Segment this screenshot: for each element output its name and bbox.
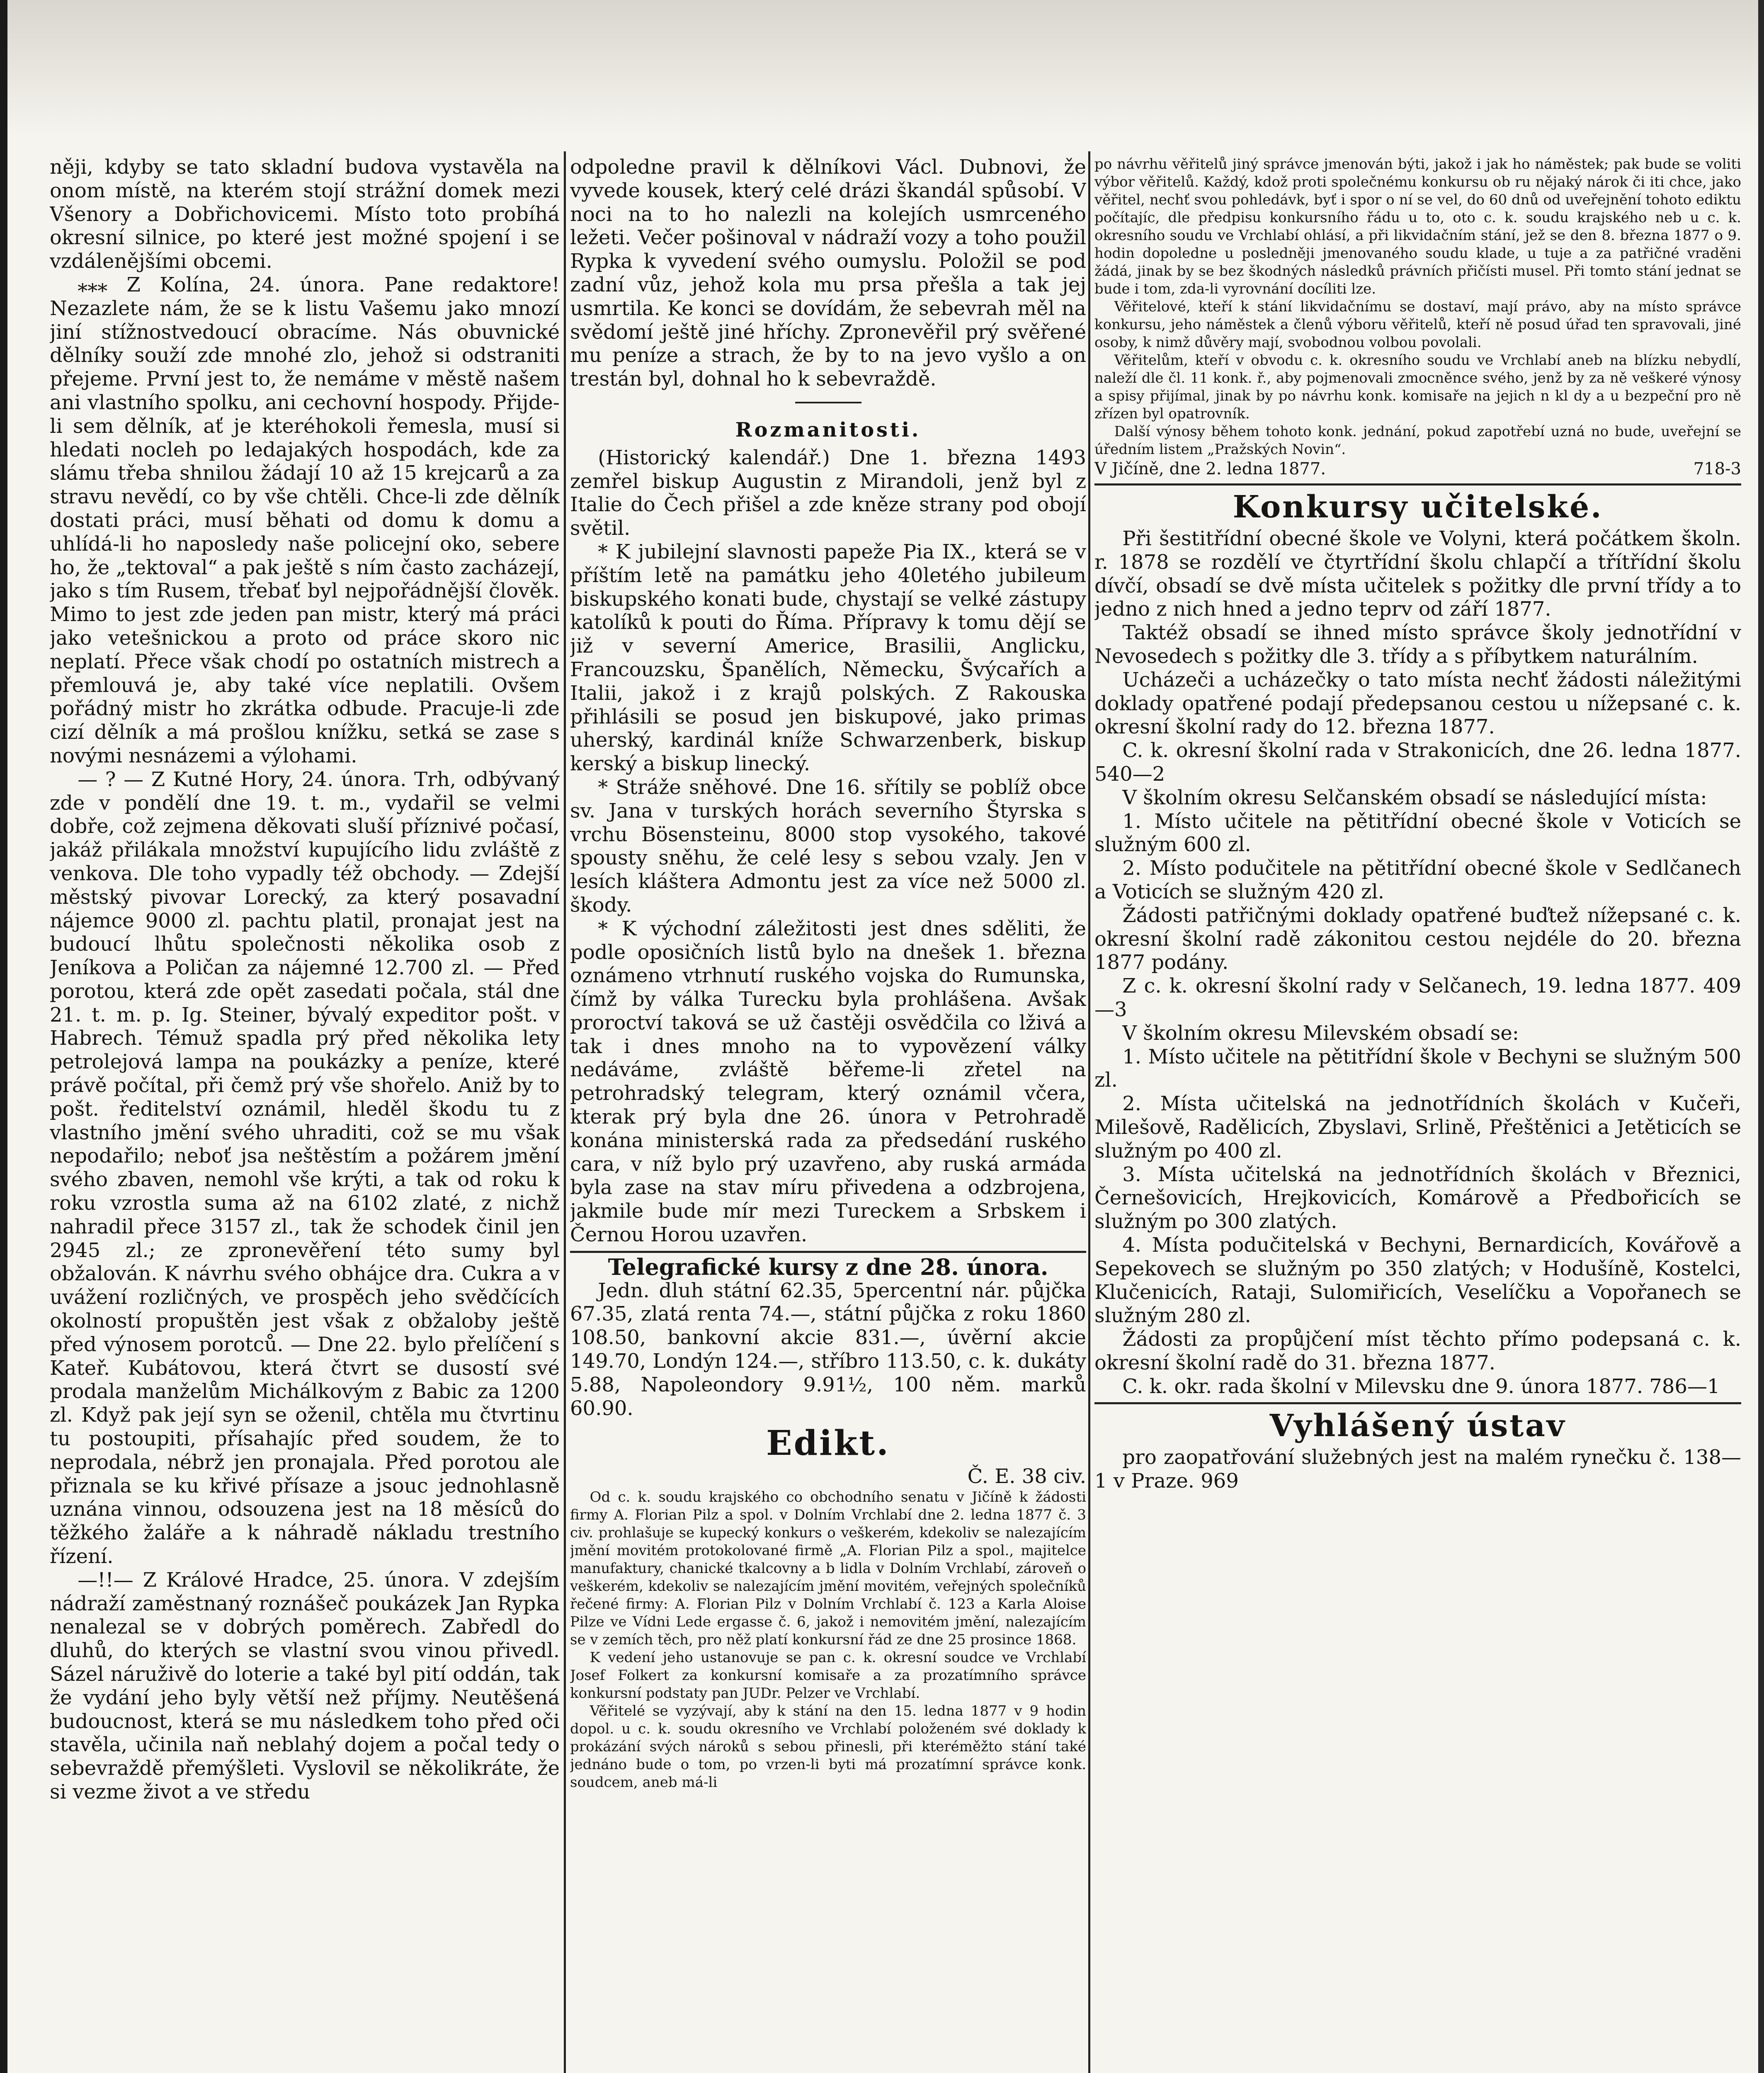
column-1 [50,155,560,2073]
edikt-signature-row [1094,459,1741,479]
item-vychodni-zalezitost: * K východní záležitosti jest dnes sděliti, že podle oposičních listů bylo na dnešek 1. března oznámeno vtrhnutí ruského vojska do Rumunska, čímž by válka Turecku byla prohlášena. Avšak proroctví taková se už častěji osvědčila co lživá a tak i dnes mnoho na to vypovězení války nedáváme, zvláště běřeme-li zřetel na petrohradský telegram, který oznámil včera, kterak prý byla dne 26. února v Petrohradě konána ministerská rada za předsedání ruského cara, v níž bylo prý uzavřeno, aby ruská armáda byla zase na stav míru přivedena a odzbrojena, jakmile bude mír mezi Tureckem a Srbskem i Černou Horou uzavřen. [570,917,1086,1247]
edikt-continuation: Věřitelové, kteří k stání likvidačnímu se dostaví, mají právo, aby na místo správce konkursu, jeho náměstek a členů výboru věřitelů, kteří ně posud úřad ten spravovali, jiné osoby, k nimž důvěry mají, svobodnou volbou povolali. [1094,299,1741,351]
scan-shade [0,0,1764,137]
scan-left-edge [0,0,7,2073]
konkursy-paragraph: Žádosti patřičnými doklady opatřené buďtež nížepsané c. k. okresní školní radě zákonitou cestou nejdéle do 20. března 1877 podány. [1094,903,1741,974]
konkursy-paragraph: V školním okresu Selčanském obsadí se následující místa: [1122,786,1707,809]
divider [1094,1402,1741,1404]
column-rule-2 [1088,151,1090,2073]
edikt-number: 718-3 [1693,459,1741,478]
column-rule-1 [564,151,566,2073]
konkursy-paragraph: 2. Místo podučitele na pětitřídní obecné škole v Sedlčanech a Voticích se služným 420 zl. [1094,857,1741,903]
article-kolin: ⁎⁎⁎ Z Kolína, 24. února. Pane redaktore! Nezazlete nám, že se k listu Vašemu jako mnozí jiní stížnostvedoucí obracíme. Nás obuvnické dělníky souží zde mnohé zlo, jehož si odstraniti přejeme. První jest to, že nemáme v městě našem ani vlastního spolku, ani cechovní hospody. Přijde-li sem dělník, ať je kteréhokoli řemesla, musí si hledati nocleh po ledajakých hospodách, kde za slámu třeba shnilou žádají 10 až 15 krejcarů a za stravu nevědí, co by vše chtěli. Chce-li zde dělník dostati práci, musí běhati od domu k domu a uhlídá-li ho naposledy naše policejní oko, sebere ho, že „tektoval“ a pak ještě s ním často zacházejí, jako s tím Rusem, třebať byl nejpořádnější člověk. Mimo to jest zde jeden pan mistr, který má práci jako vetešnickou a proto od práce skoro nic neplatí. Přece však chodí po ostatních mistrech a přemlouvá je, aby také více neplatili. Ovšem pořádný mistr ho zkrátka odbude. Pracuje-li zde cizí dělník a má prošlou knížku, setká se zase s novými nesnázemi a výlohami. [50,273,560,767]
column-2 [570,155,1086,2073]
edikt-continuation: Věřitelům, kteří v obvodu c. k. okresního soudu ve Vrchlabí aneb na blízku nebydlí, naleží dle čl. 11 konk. ř., aby pojmenovali zmocněnce svého, jenž by za ně veškeré výnosy a spisy přijímal, jinak by po návrhu konk. komisaře na jejich n kl dy a u bezpeční pro ně zřízen byl opatrovník. [1094,352,1741,422]
article-continuation: odpoledne pravil k dělníkovi Václ. Dubnovi, že vyvede kousek, který celé drázi škandál spůsobí. V noci na to ho nalezli na kolejích usmrceného ležeti. Večer pošinoval v nádraží vozy a toho použil Rypka k vyvedení svého oumyslu. Položil se pod zadní vůz, jehož kola mu prsa přešla a tak jej usmrtila. Ke konci se dovídám, že sebevrah měl na svědomí ještě jiné hříchy. Zpronevěřil prý svěřené mu peníze a strach, že by to na jevo vyšlo a on trestán byl, dohnal ho k sebevraždě. [570,155,1086,391]
edikt-continuation: Další výnosy během tohoto konk. jednání, pokud zapotřebí uzná no bude, uveřejní se úředním listem „Pražských Novin“. [1094,423,1741,458]
divider [1094,483,1741,485]
edikt-paragraph: K vedení jeho ustanovuje se pan c. k. okresní soudce ve Vrchlabí Josef Folkert za konkursní komisaře a za prozatímního správce konkursní podstaty pan JUDr. Pelzer ve Vrchlabí. [570,1649,1086,1702]
edikt-paragraph: Věřitelé se vyzývají, aby k stání na den 15. ledna 1877 v 9 hodin dopol. u c. k. soudu okresního ve Vrchlabí položeném své doklady k prokázání svých nároků s sebou přinesli, při kteréměžto stání také jednáno bude o tom, po vrzen-li byti má prozatímní správce konk. soudcem, aneb má-li [570,1703,1086,1791]
konkursy-paragraph: 1. Místo učitele na pětitřídní obecné škole v Voticích se služným 600 zl. [1094,809,1741,857]
konkursy-paragraph: Ucházeči a ucházečky o tato místa nechť žádosti náležitými doklady opatřené podají předepsanou cestou u nížepsané c. k. okresní školní rady do 12. března 1877. [1094,668,1741,739]
konkursy-paragraph: 4. Místa podučitelská v Bechyni, Bernardicích, Kovářově a Sepekovech se služným po 350 zlatých; v Hodušíně, Kostelci, Klučenicích, Rataji, Sulomiřicích, Veselíčku a Vopořanech se služným 280 zl. [1094,1233,1741,1328]
article-kralove-hradec: —!!— Z Králové Hradce, 25. února. V zdejším nádraží zaměstnaný roznášeč poukázek Jan Rypka nenalezal se v dobrých poměrech. Zabředl do dluhů, do kterých se vlastní svou vinou přivedl. Sázel náruživě do loterie a také byl pití oddán, tak že vydání jeho byly větší než příjmy. Neutěšená budoucnost, která se mu následkem toho před oči stavěla, učinila naň neblahý dojem a počal tedy o sebevraždě přemýšleti. Vyslovil se několikráte, že si vezme život a ve středu [50,1568,560,1804]
konkursy-paragraph: Žádosti za propůjčení míst těchto přímo podepsaná c. k. okresní školní radě do 31. března 1877. [1094,1328,1741,1374]
konkursy-paragraph: 3. Místa učitelská na jednotřídních školách v Březnici, Černešovicích, Hrejkovicích, Komárově a Předbořicích se služným po 300 zlatých. [1094,1163,1741,1233]
column-3 [1094,155,1741,2073]
item-historicky-kalendar: (Historický kalendář.) Dne 1. března 1493 zemřel biskup Augustin z Mirandoli, jenž byl z Italie do Čech přišel a zde kněze strany pod obojí světil. [570,446,1086,540]
item-straze-snehove: * Stráže sněhové. Dne 16. sřítily se poblíž obce sv. Jana v turských horách severního Štyrska s vrchu Bösensteinu, 8000 stop vysokého, takové spousty sněhu, že celé lesy s sebou vzaly. Jen v lesích kláštera Admontu jest za více než 5000 zl. škody. [570,775,1086,917]
konkursy-paragraph: 2. Místa učitelská na jednotřídních školách v Kučeři, Milešově, Radělicích, Zbyslavi, Srlině, Přeštěnici a Jetěticích se služným po 400 zl. [1094,1092,1741,1163]
section-title-rozmanitosti: Rozmanitosti. [735,418,921,442]
ustav-text: pro zaopatřování služebných jest na malém rynečku č. 138—1 v Praze. 969 [1094,1446,1741,1493]
item-jubilejni-slavnost: * K jubilejní slavnosti papeže Pia IX., která se v příštím letě na památku jeho 40letého jubileum biskupského konati bude, chystají se velké zástupy katolíků k pouti do Říma. Přípravy k tomu dějí se již v severní Americe, Brasilii, Anglicku, Francouzsku, Španělích, Německu, Švýcařích a Italii, jakož i z krajů polských. Z Rakouska přihlásili se posud jen biskupové, jako primas uherský, kardinál kníže Schwarzenberk, biskup kerský a biskup linecký. [570,540,1086,776]
konkursy-paragraph: Při šestitřídní obecné škole ve Volyni, která počátkem školn. r. 1878 se rozdělí ve čtyrtřídní školu chlapčí a třítřídní školu dívčí, obsadí se dvě místa učitelek s požitky dle první třídy a to jedno z nich hned a jedno teprv od září 1877. [1094,527,1741,621]
edikt-continuation: po návrhu věřitelů jiný správce jmenován býti, jakož i jak ho náměstek; pak bude se voliti výbor věřitelů. Každý, kdož proti společnému konkursu ob ru nějaký nárok či iti chce, jako věřitel, nechť svou pohledávk, byť i spor o ní se vel, do 60 dnů od uveřejnění tohoto ediktu počítajíc, dle předpisu konkursního řádu u to, oto c. k. soudu krajského neb u c. k. okresního soudu ve Vrchlabí ohlásí, a při likvidačním stání, jež se den 8. března 1877 o 9. hodin dopoledne u posledněji jmenovaného soudu klade, u tuje a za patřičné vraděni žádá, jinak by se bez škodných následků právních přičísti musel. Při tomto stání jednat se bude i tom, zda-li vyrovnání docíliti lze. [1094,156,1741,297]
konkursy-paragraph: 1. Místo učitele na pětitřídní škole v Bechyni se služným 500 zl. [1094,1045,1741,1092]
edikt-signature: V Jičíně, dne 2. ledna 1877. [1094,459,1326,478]
separator [795,402,861,403]
scan-right-edge [1758,0,1764,2073]
edikt-reference: Č. E. 38 civ. [967,1465,1086,1488]
article-paragraph: něji, kdyby se tato skladní budova vystavěla na onom místě, na kterém stojí strážní domek mezi Všenory a Dobřichovicemi. Místo toto probíhá okresní silnice, po které jest možné spojení i se vzdálenějšími obcemi. [50,155,560,273]
konkursy-paragraph: V školním okresu Milevském obsadí se: [1122,1021,1519,1045]
konkursy-title: Konkursy učitelské. [1233,489,1603,525]
konkursy-paragraph: Taktéž obsadí se ihned místo správce školy jednotřídní v Nevosedech s požitky dle 3. třídy a s příbytkem naturálním. [1094,621,1741,668]
telegraph-rates-text: Jedn. dluh státní 62.35, 5percentní nár. půjčka 67.35, zlatá renta 74.—, státní půjčka z roku 1860 108.50, bankovní akcie 831.—, úvěrní akcie 149.70, Londýn 124.—, stříbro 113.50, c. k. dukáty 5.88, Napoleondory 9.91½, 100 něm. marků 60.90. [570,1279,1086,1420]
divider [570,1251,1086,1253]
edikt-title: Edikt. [766,1423,890,1464]
konkursy-paragraph: Z c. k. okresní školní rady v Selčanech, 19. ledna 1877. 409—3 [1094,974,1741,1021]
article-kutna-hora: — ? — Z Kutné Hory, 24. února. Trh, odbývaný zde v pondělí dne 19. t. m., vydařil se velmi dobře, což zejmena děkovati sluší příznivé počasí, jakáž přilákala množství kupujícího lidu zvláště z venkova. Dle toho vypadly též obchody. — Zdejší městský pivovar Lorecký, za který posavadní nájemce 9000 zl. pachtu platil, pronajat jest na budoucí lhůtu společnosti několika osob z Jeníkova a Poličan za nájemné 12.700 zl. — Před porotou, která zde opět zasedati počala, stál dne 21. t. m. p. Ig. Steiner, bývalý expeditor pošt. v Habrech. Témuž spadla prý před několika lety petrolejová lampa na poukázky a peníze, které právě počítal, při čemž prý vše shořelo. Aniž by to pošt. ředitelství oznámil, hleděl škodu tu z vlastního jmění svého uhraditi, což se mu však nepodařilo; neboť jsa neštěstím a požárem jmění svého zbaven, nemohl vše krýti, a tak od roku k roku vzrostla suma až na 6102 zlaté, z nichž nahradil přece 3157 zl., tak že schodek činil jen 2945 zl.; ze zpronevěření této sumy byl obžalován. K návrhu svého obhájce dra. Cukra a v uvážení rozličných, ve prospěch jeho svědčících okolností propuštěn jest však z obžaloby ještě před výnosem porotců. — Dne 22. bylo přelíčení s Kateř. Kubátovou, která čtvrt se dusostí své prodala manželům Michálkovým z Babic za 1200 zl. Když pak její syn se oženil, chtěla mu čtvrtinu tu postoupiti, přísahajíc před soudem, že to neprodala, nébrž jen pronajala. Před porotou ale přiznala se ku křivé přísaze a jsouc jednohlasně uznána vinnou, odsouzena jest na 18 měsíců do těžkého žaláře a k náhradě nákladu trestního řízení. [50,767,560,1568]
edikt-paragraph: Od c. k. soudu krajského co obchodního senatu v Jičíně k žádosti firmy A. Florian Pilz a spol. v Dolním Vrchlabí dne 2. ledna 1877 č. 3 civ. prohlašuje se kupecký konkurs o veškerém, kdekoliv se nalezajícím jmění movitém protokolované firmě „A. Florian Pilz a spol., majitelce manufaktury, chanické tkalcovny a b lidla v Dolním Vrchlabí, zároveň o veškerém, kdekoliv se nalezajícím jmění movitém, veřejných společníků řečené firmy: A. Florian Pilz v Dolním Vrchlabí č. 123 a Karla Aloise Pilze ve Vídni Lede ergasse č. 6, jakož i nemovitém jmění, nalezajícím se v zemích těch, pro něž platí konkursní řád ze dne 25 prosince 1868. [570,1489,1086,1648]
ustav-title: Vyhlášený ústav [1269,1408,1566,1444]
konkursy-paragraph: C. k. okresní školní rada v Strakonicích, dne 26. ledna 1877. 540—2 [1094,739,1741,786]
telegraph-rates-title: Telegrafické kursy z dne 28. února. [608,1253,1048,1280]
konkursy-paragraph: C. k. okr. rada školní v Milevsku dne 9. února 1877. 786—1 [1122,1374,1720,1398]
